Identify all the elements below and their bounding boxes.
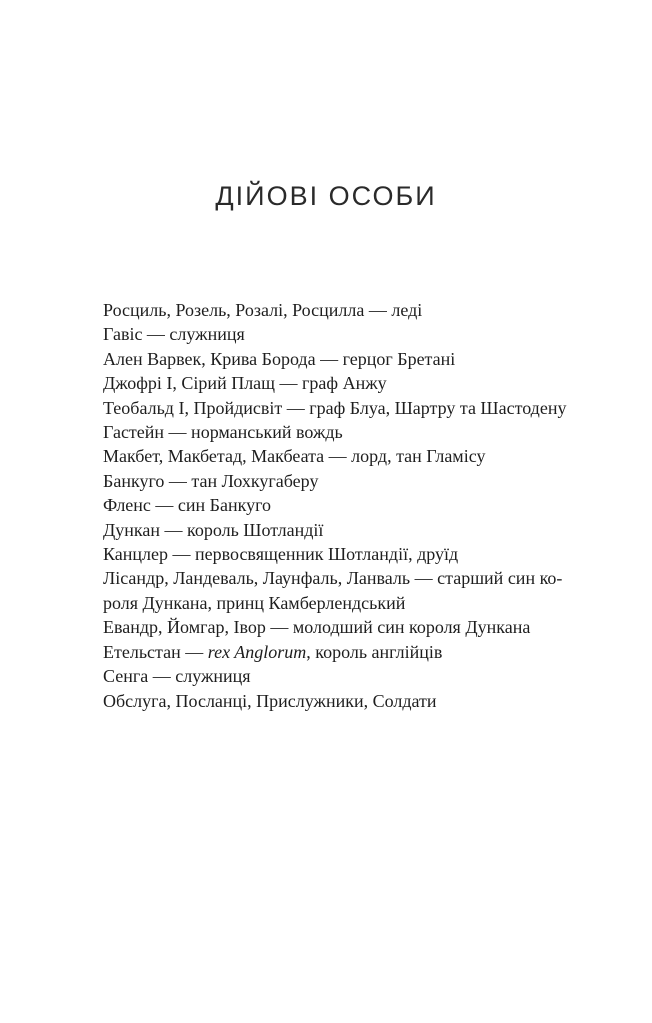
cast-entry: Теобальд I, Пройдисвіт — граф Блуа, Шартру та Шастодену — [103, 397, 567, 418]
cast-entry-line-1: Лісандр, Ландеваль, Лаунфаль, Ланваль — старший син ко- — [103, 568, 563, 589]
cast-entry-prefix: Етельстан — — [103, 641, 208, 662]
cast-list — [103, 298, 573, 713]
cast-entry-multiline — [103, 566, 573, 615]
cast-entry-with-italic — [103, 640, 573, 664]
cast-entry: Обслуга, Посланці, Прислужники, Солдати — [103, 690, 437, 711]
cast-entry: Дункан — король Шотландії — [103, 519, 324, 540]
cast-entry: Ален Варвек, Крива Борода — герцог Бретані — [103, 348, 456, 369]
cast-entry: Евандр, Йомгар, Івор — молодший син короля Дункана — [103, 617, 531, 638]
cast-entry-line-2: роля Дункана, принц Камберлендський — [103, 592, 406, 613]
cast-entry: Сенга — служниця — [103, 666, 251, 687]
page-title: ДІЙОВІ ОСОБИ — [215, 181, 437, 211]
cast-entry: Банкуго — тан Лохкугаберу — [103, 470, 319, 491]
cast-entry: Джофрі I, Сірий Плащ — граф Анжу — [103, 373, 387, 394]
cast-entry: Канцлер — первосвященник Шотландії, друїд — [103, 544, 459, 565]
cast-entry: Росциль, Розель, Розалі, Росцилла — леді — [103, 300, 423, 320]
cast-entry: Фленс — син Банкуго — [103, 495, 272, 516]
cast-entry: Гавіс — служниця — [103, 324, 245, 345]
cast-entry-suffix: , король англійців — [306, 641, 443, 662]
cast-entry-italic-title: rex Anglorum — [207, 641, 307, 662]
cast-entry: Макбет, Макбетад, Макбеата — лорд, тан Гламісу — [103, 446, 486, 467]
cast-entry: Гастейн — норманський вождь — [103, 422, 343, 443]
